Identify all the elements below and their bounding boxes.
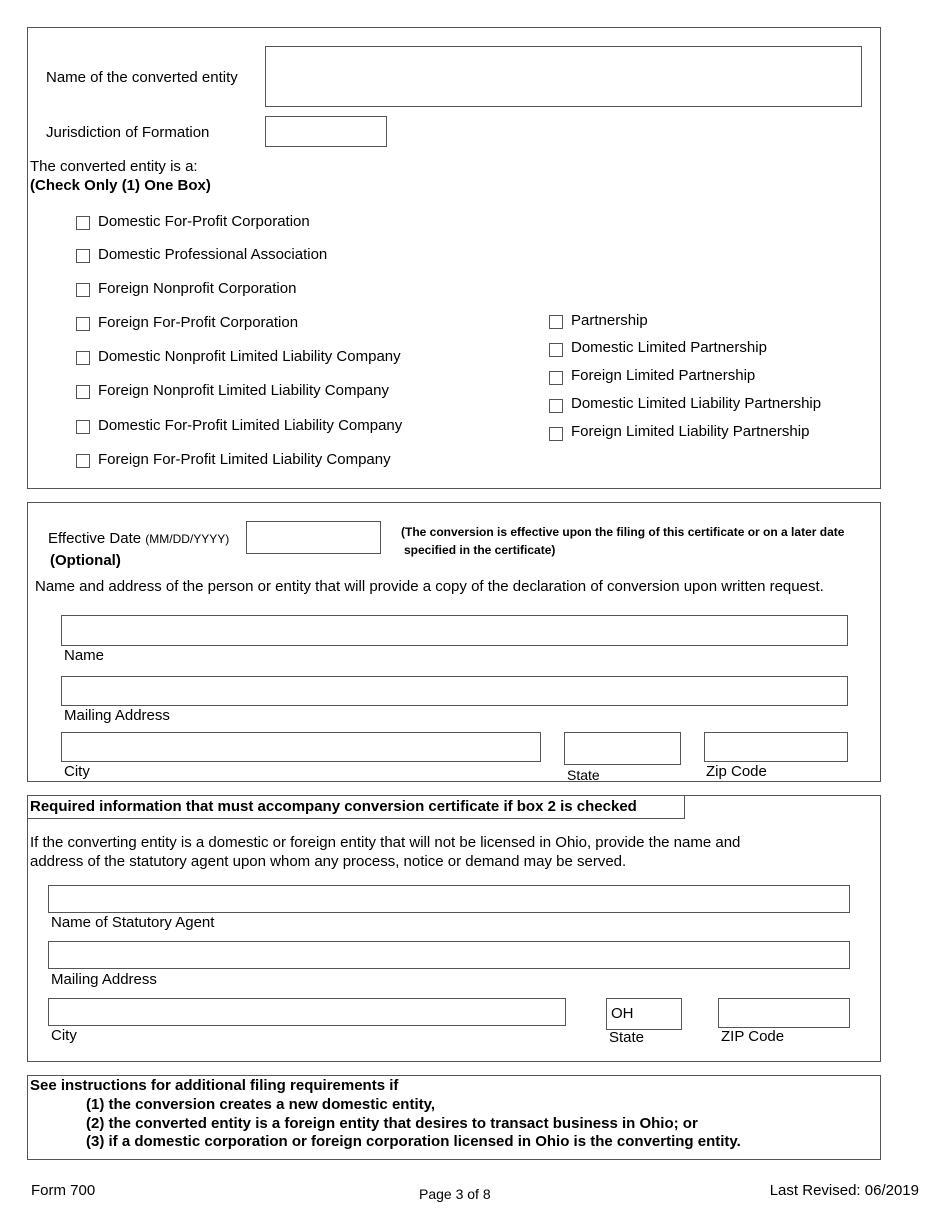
jurisdiction-label: Jurisdiction of Formation: [46, 124, 210, 141]
name-label: Name: [64, 647, 105, 664]
additional-requirements-section: [27, 1075, 881, 1160]
option-label: Domestic Limited Partnership: [571, 339, 767, 356]
option-label: Domestic Professional Association: [98, 246, 328, 263]
state-label: State: [567, 767, 600, 783]
converted-entity-section: [27, 27, 881, 489]
checkbox-foreign-nonprofit-corporation[interactable]: [76, 283, 90, 297]
city-label: City: [64, 763, 90, 780]
agent-name-input[interactable]: [48, 885, 850, 913]
zip-label: Zip Code: [706, 763, 767, 780]
checkbox-domestic-nonprofit-llc[interactable]: [76, 351, 90, 365]
agent-name-label: Name of Statutory Agent: [51, 914, 215, 931]
checkbox-foreign-nonprofit-llc[interactable]: [76, 385, 90, 399]
checkbox-domestic-for-profit-corporation[interactable]: [76, 216, 90, 230]
agent-state-input[interactable]: OH: [606, 998, 682, 1030]
option-label: Partnership: [571, 312, 648, 329]
converted-entity-name-label: Name of the converted entity: [46, 69, 238, 86]
option-label: Foreign For-Profit Corporation: [98, 314, 299, 331]
statutory-instruction-line2: address of the statutory agent upon whom any process, notice or demand may be served.: [30, 853, 627, 870]
statutory-agent-section: [27, 795, 881, 1062]
requirement-item: (1) the conversion creates a new domestic entity,: [86, 1096, 435, 1113]
declarant-mailing-address-input[interactable]: [61, 676, 848, 706]
option-label: Domestic For-Profit Limited Liability Company: [98, 417, 403, 434]
requirements-title: See instructions for additional filing requirements if: [30, 1077, 399, 1094]
option-label: Foreign Nonprofit Limited Liability Company: [98, 382, 389, 399]
effective-note-line1: (The conversion is effective upon the filing of this certificate or on a later date: [401, 525, 845, 539]
declarant-city-input[interactable]: [61, 732, 541, 762]
jurisdiction-input[interactable]: [265, 116, 387, 147]
agent-zip-label: ZIP Code: [721, 1028, 785, 1045]
agent-zip-input[interactable]: [718, 998, 850, 1028]
effective-date-section: [27, 502, 881, 782]
page-number: Page 3 of 8: [419, 1186, 491, 1202]
last-revised: Last Revised: 06/2019: [769, 1182, 919, 1199]
checkbox-foreign-llp[interactable]: [549, 427, 563, 441]
agent-city-input[interactable]: [48, 998, 566, 1026]
entity-type-intro: The converted entity is a:: [30, 158, 198, 175]
requirement-item: (3) if a domestic corporation or foreign corporation licensed in Ohio is the converting entity.: [86, 1133, 741, 1150]
effective-date-label-group: [48, 530, 229, 548]
converted-entity-name-input[interactable]: [265, 46, 862, 107]
agent-state-label: State: [609, 1029, 645, 1046]
declarant-zip-input[interactable]: [704, 732, 848, 762]
effective-note-line2: specified in the certificate): [404, 543, 556, 557]
entity-type-instruction: (Check Only (1) One Box): [30, 177, 211, 194]
checkbox-foreign-limited-partnership[interactable]: [549, 371, 563, 385]
agent-mailing-address-label: Mailing Address: [51, 971, 157, 988]
effective-date-input[interactable]: [246, 521, 381, 554]
checkbox-foreign-for-profit-corporation[interactable]: [76, 317, 90, 331]
checkbox-foreign-for-profit-llc[interactable]: [76, 454, 90, 468]
agent-city-label: City: [51, 1027, 77, 1044]
checkbox-partnership[interactable]: [549, 315, 563, 329]
option-label: Foreign Nonprofit Corporation: [98, 280, 297, 297]
effective-date-format: (MM/DD/YYYY): [145, 532, 230, 546]
mailing-address-label: Mailing Address: [64, 707, 170, 724]
optional-label: (Optional): [50, 552, 121, 569]
statutory-agent-header-box: [28, 796, 685, 819]
checkbox-domestic-for-profit-llc[interactable]: [76, 420, 90, 434]
requirement-item: (2) the converted entity is a foreign entity that desires to transact business in Ohio; or: [86, 1115, 698, 1132]
declarant-name-input[interactable]: [61, 615, 848, 646]
statutory-agent-header: Required information that must accompany conversion certificate if box 2 is checked: [30, 798, 637, 815]
option-label: Domestic Nonprofit Limited Liability Company: [98, 348, 401, 365]
option-label: Foreign Limited Liability Partnership: [571, 423, 810, 440]
checkbox-domestic-professional-association[interactable]: [76, 249, 90, 263]
checkbox-domestic-llp[interactable]: [549, 399, 563, 413]
declarant-state-input[interactable]: [564, 732, 681, 765]
option-label: Domestic Limited Liability Partnership: [571, 395, 822, 412]
checkbox-domestic-limited-partnership[interactable]: [549, 343, 563, 357]
effective-date-label: Effective Date: [48, 530, 142, 547]
form-number: Form 700: [31, 1182, 96, 1199]
statutory-instruction-line1: If the converting entity is a domestic or foreign entity that will not be licensed in Ohio, provide the name and: [30, 834, 741, 851]
option-label: Foreign Limited Partnership: [571, 367, 756, 384]
declaration-text: Name and address of the person or entity that will provide a copy of the declaration of conversion upon written request.: [35, 578, 824, 595]
option-label: Foreign For-Profit Limited Liability Company: [98, 451, 391, 468]
option-label: Domestic For-Profit Corporation: [98, 213, 310, 230]
agent-mailing-address-input[interactable]: [48, 941, 850, 969]
